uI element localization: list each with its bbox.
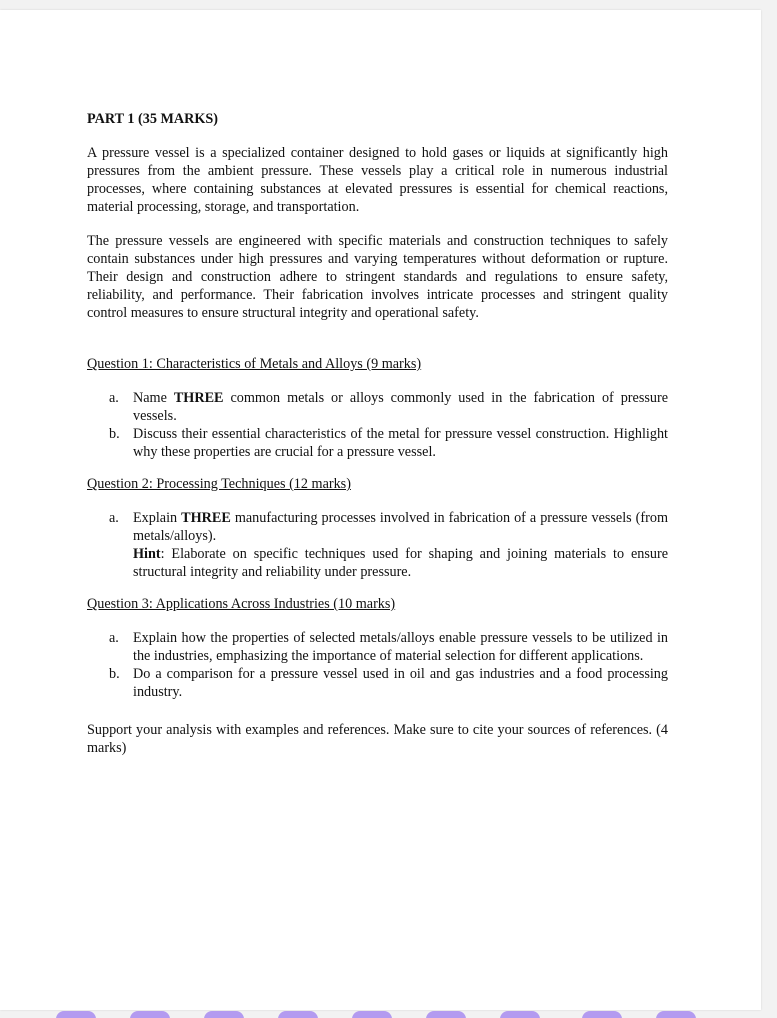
- item-text: Do a comparison for a pressure vessel used in oil and gas industries and a food processing industry.: [133, 666, 668, 700]
- item-text: common metals or alloys commonly used in the fabrication of pressure vessels.: [133, 390, 668, 424]
- question-3-list: [87, 629, 668, 701]
- item-marker: a.: [109, 390, 119, 406]
- toolbar-button[interactable]: [278, 1011, 318, 1018]
- item-text: Explain: [133, 510, 182, 526]
- question-1-heading: Question 1: Characteristics of Metals and Alloys (9 marks): [87, 356, 422, 372]
- hint-text: : Elaborate on specific techniques used for shaping and joining materials to ensure structural integrity and reliability under pressure.: [133, 546, 668, 580]
- bottom-toolbar-edge: [0, 1011, 777, 1018]
- toolbar-button[interactable]: [130, 1011, 170, 1018]
- closing-paragraph: Support your analysis with examples and references. Make sure to cite your sources of references. (4 marks): [87, 722, 668, 756]
- question-2-item-a: [87, 509, 668, 581]
- question-3-item-b: [87, 665, 668, 701]
- item-text: manufacturing processes involved in fabrication of a pressure vessels (from metals/alloys).: [133, 510, 668, 544]
- toolbar-button[interactable]: [500, 1011, 540, 1018]
- item-text: Discuss their essential characteristics of the metal for pressure vessel construction. Highlight why these properties are crucial for a pressure vessel.: [133, 426, 668, 460]
- intro-paragraph-2: The pressure vessels are engineered with specific materials and construction techniques to safely contain substances under high pressures and varying temperatures without deformation or rupture. Their design and construction adhere to stringent standards and regulations to ensure safety, reliability, and performance. Their fabrication involves intricate processes and stringent quality control measures to ensure structural integrity and operational safety.: [87, 233, 668, 321]
- item-marker: b.: [109, 666, 120, 682]
- toolbar-button[interactable]: [656, 1011, 696, 1018]
- item-text: Explain how the properties of selected metals/alloys enable pressure vessels to be utilized in the industries, emphasizing the importance of material selection for different applications.: [133, 630, 668, 664]
- question-3-heading: Question 3: Applications Across Industries (10 marks): [87, 596, 396, 612]
- toolbar-button[interactable]: [204, 1011, 244, 1018]
- document-content: [87, 110, 668, 771]
- document-page: [0, 10, 761, 1010]
- question-2-list: [87, 509, 668, 581]
- part-title: PART 1 (35 MARKS): [87, 111, 218, 127]
- item-marker: a.: [109, 510, 119, 526]
- toolbar-button[interactable]: [352, 1011, 392, 1018]
- question-3-item-a: [87, 629, 668, 665]
- item-bold-text: THREE: [173, 390, 224, 406]
- item-text: Name: [133, 390, 174, 406]
- toolbar-button[interactable]: [56, 1011, 96, 1018]
- toolbar-button[interactable]: [582, 1011, 622, 1018]
- item-marker: a.: [109, 630, 119, 646]
- item-bold-text: THREE: [181, 510, 231, 526]
- question-2-heading: Question 2: Processing Techniques (12 marks): [87, 476, 351, 492]
- item-marker: b.: [109, 426, 120, 442]
- toolbar-button[interactable]: [426, 1011, 466, 1018]
- question-1-item-b: [87, 425, 668, 461]
- intro-paragraph-1: A pressure vessel is a specialized container designed to hold gases or liquids at significantly high pressures from the ambient pressure. These vessels play a critical role in numerous industrial processes, where containing substances at elevated pressures is essential for chemical reactions, material processing, storage, and transportation.: [87, 145, 668, 215]
- question-1-list: [87, 389, 668, 461]
- question-1-item-a: [87, 389, 668, 425]
- hint-label: Hint: [133, 546, 161, 562]
